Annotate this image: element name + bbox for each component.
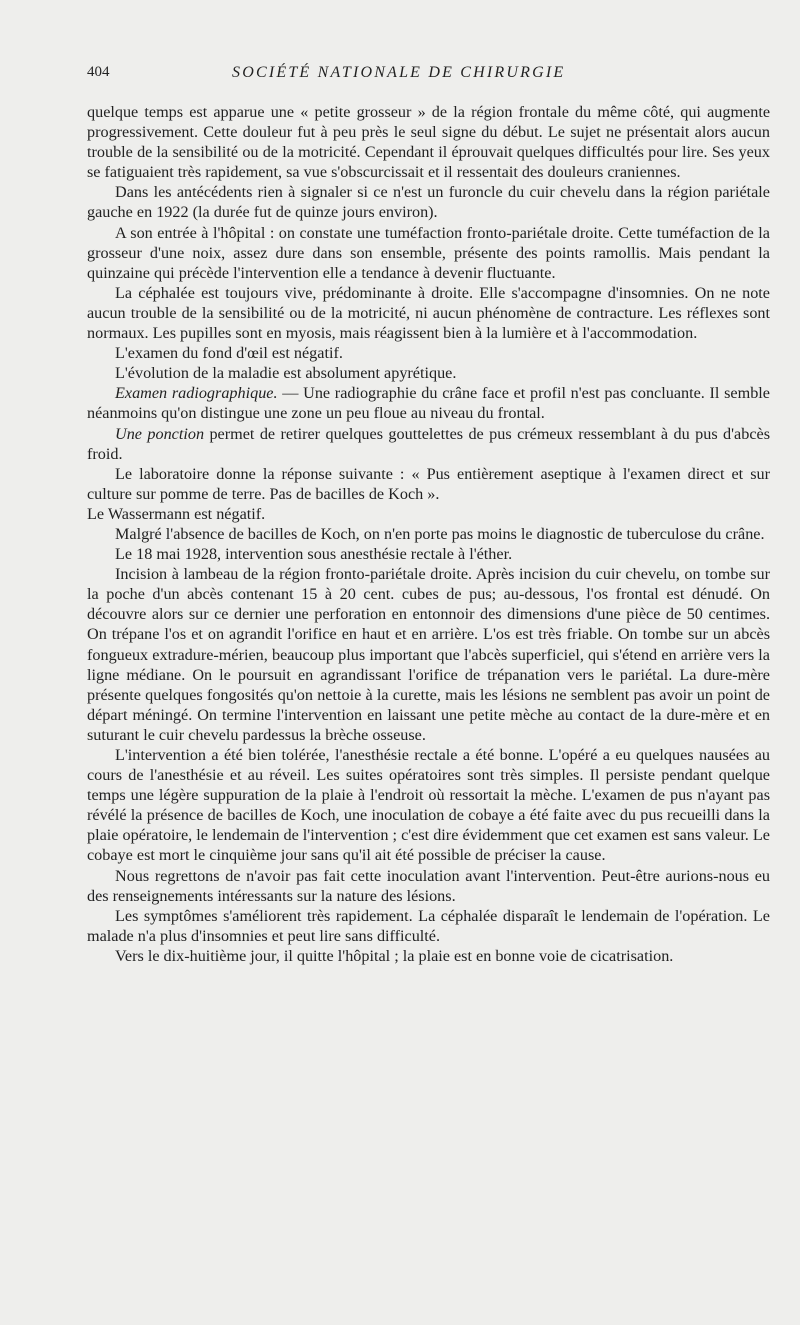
paragraph [87, 223, 770, 283]
page-header [87, 64, 770, 88]
paragraph-italic-lead: Une ponction [115, 424, 205, 443]
paragraph [87, 464, 770, 504]
paragraph-text: quelque temps est apparue une « petite grosseur » de la région frontale du même côté, qui augmente progressivement. Cette douleur fut à peu près le seul signe du début. Le sujet ne présentait alors aucun trouble de la sensibilité ou de la motricité. Cependant il éprouvait quelques difficultés pour lire. Ses yeux se fatiguaient très rapidement, sa vue s'obscurcissait et il ressentait des douleurs craniennes. [87, 103, 770, 182]
paragraph-text: Vers le dix-huitième jour, il quitte l'hôpital ; la plaie est en bonne voie de cicatrisation. [115, 946, 674, 965]
paragraph [87, 182, 770, 222]
paragraph-text: L'examen du fond d'œil est négatif. [115, 344, 343, 363]
page-number: 404 [87, 64, 110, 80]
paragraph [87, 283, 770, 343]
paragraph [87, 745, 770, 866]
paragraph [87, 102, 770, 182]
paragraph-text: A son entrée à l'hôpital : on constate une tuméfaction fronto-pariétale droite. Cette tuméfaction de la grosseur d'une noix, assez dure dans son ensemble, présente des points ramollis. Mais pendant la quinzaine qui précède l'intervention elle a tendance à devenir fluctuante. [87, 223, 770, 282]
paragraph-text: Nous regrettons de n'avoir pas fait cette inoculation avant l'intervention. Peut-être aurions-nous eu des renseignements intéressants sur la nature des lésions. [87, 866, 770, 905]
paragraph-text: permet de retirer quelques gouttelettes de pus crémeux ressemblant à du pus d'abcès froid. [87, 424, 771, 463]
paragraph-text: L'évolution de la maladie est absolument apyrétique. [115, 364, 457, 383]
paragraph [87, 383, 770, 423]
paragraph-italic-lead: Examen radiographique. [115, 384, 278, 403]
paragraph-text: Malgré l'absence de bacilles de Koch, on n'en porte pas moins le diagnostic de tuberculose du crâne. [115, 524, 765, 543]
paragraph-text: Dans les antécédents rien à signaler si ce n'est un furoncle du cuir chevelu dans la région pariétale gauche en 1922 (la durée fut de quinze jours environ). [87, 183, 770, 222]
paragraph [87, 363, 770, 383]
paragraph [87, 544, 770, 564]
paragraph [87, 946, 770, 966]
paragraph-text: L'intervention a été bien tolérée, l'anesthésie rectale a été bonne. L'opéré a eu quelques nausées au cours de l'anesthésie et au réveil. Les suites opératoires sont très simples. Il persiste pendant quelque temps une légère suppuration de la plaie à l'endroit où ressortait la mèche. L'examen de pus n'ayant pas révélé la présence de bacilles de Koch, une inoculation de cobaye a été faite avec du pus recueilli dans la plaie opératoire, le lendemain de l'intervention ; c'est dire évidemment que cet examen est sans valeur. Le cobaye est mort le cinquième jour sans qu'il ait été possible de préciser la cause. [87, 746, 770, 865]
paragraph-text: Le Wassermann est négatif. [87, 504, 266, 523]
paragraph-text: La céphalée est toujours vive, prédominante à droite. Elle s'accompagne d'insomnies. On ne note aucun trouble de la sensibilité ou de la motricité, ni aucun phénomène de contracture. Les réflexes sont normaux. Les pupilles sont en myosis, mais réagissent bien à la lumière et à l'accommodation. [87, 283, 770, 343]
paragraph-text: — Une radiographie du crâne face et profil n'est pas concluante. Il semble néanmoins qu'on distingue une zone un peu floue au niveau du frontal. [87, 384, 770, 423]
paragraph-text: Le 18 mai 1928, intervention sous anesthésie rectale à l'éther. [115, 545, 513, 564]
paragraph-text: Incision à lambeau de la région fronto-pariétale droite. Après incision du cuir chevelu, on tombe sur la poche d'un abcès contenant 15 à 20 cent. cubes de pus; au-dessous, l'os frontal est dénudé. On découvre alors sur ce dernier une perforation en entonnoir des dimensions d'une pièce de 50 centimes. On trépane l'os et on agrandit l'orifice en haut et en arrière. L'os est très friable. On tombe sur un abcès fongueux extradure-mérien, beaucoup plus important que l'abcès superficiel, qui s'étend en arrière vers la ligne médiane. On le poursuit en agrandissant l'orifice de trépanation vers le pariétal. La dure-mère présente quelques fongosités qu'on nettoie à la curette, mais les lésions ne semblent pas avoir un point de départ méningé. On termine l'intervention en laissant une petite mèche au contact de la dure-mère et en suturant le cuir chevelu pardessus la brèche osseuse. [87, 565, 770, 744]
paragraph [87, 906, 770, 946]
paragraph [87, 866, 770, 906]
paragraph-text: Le laboratoire donne la réponse suivante : « Pus entièrement aseptique à l'examen direct et sur culture sur pomme de terre. Pas de bacilles de Koch ». [87, 464, 770, 503]
paragraph [87, 504, 770, 524]
paragraph [87, 343, 770, 363]
running-title: SOCIÉTÉ NATIONALE DE CHIRURGIE [232, 64, 566, 81]
paragraph [87, 564, 770, 745]
paragraph [87, 524, 770, 544]
paragraph-text: Les symptômes s'améliorent très rapidement. La céphalée disparaît le lendemain de l'opération. Le malade n'a plus d'insomnies et peut lire sans difficulté. [87, 906, 770, 945]
paragraph [87, 424, 770, 464]
body-text [87, 102, 770, 966]
